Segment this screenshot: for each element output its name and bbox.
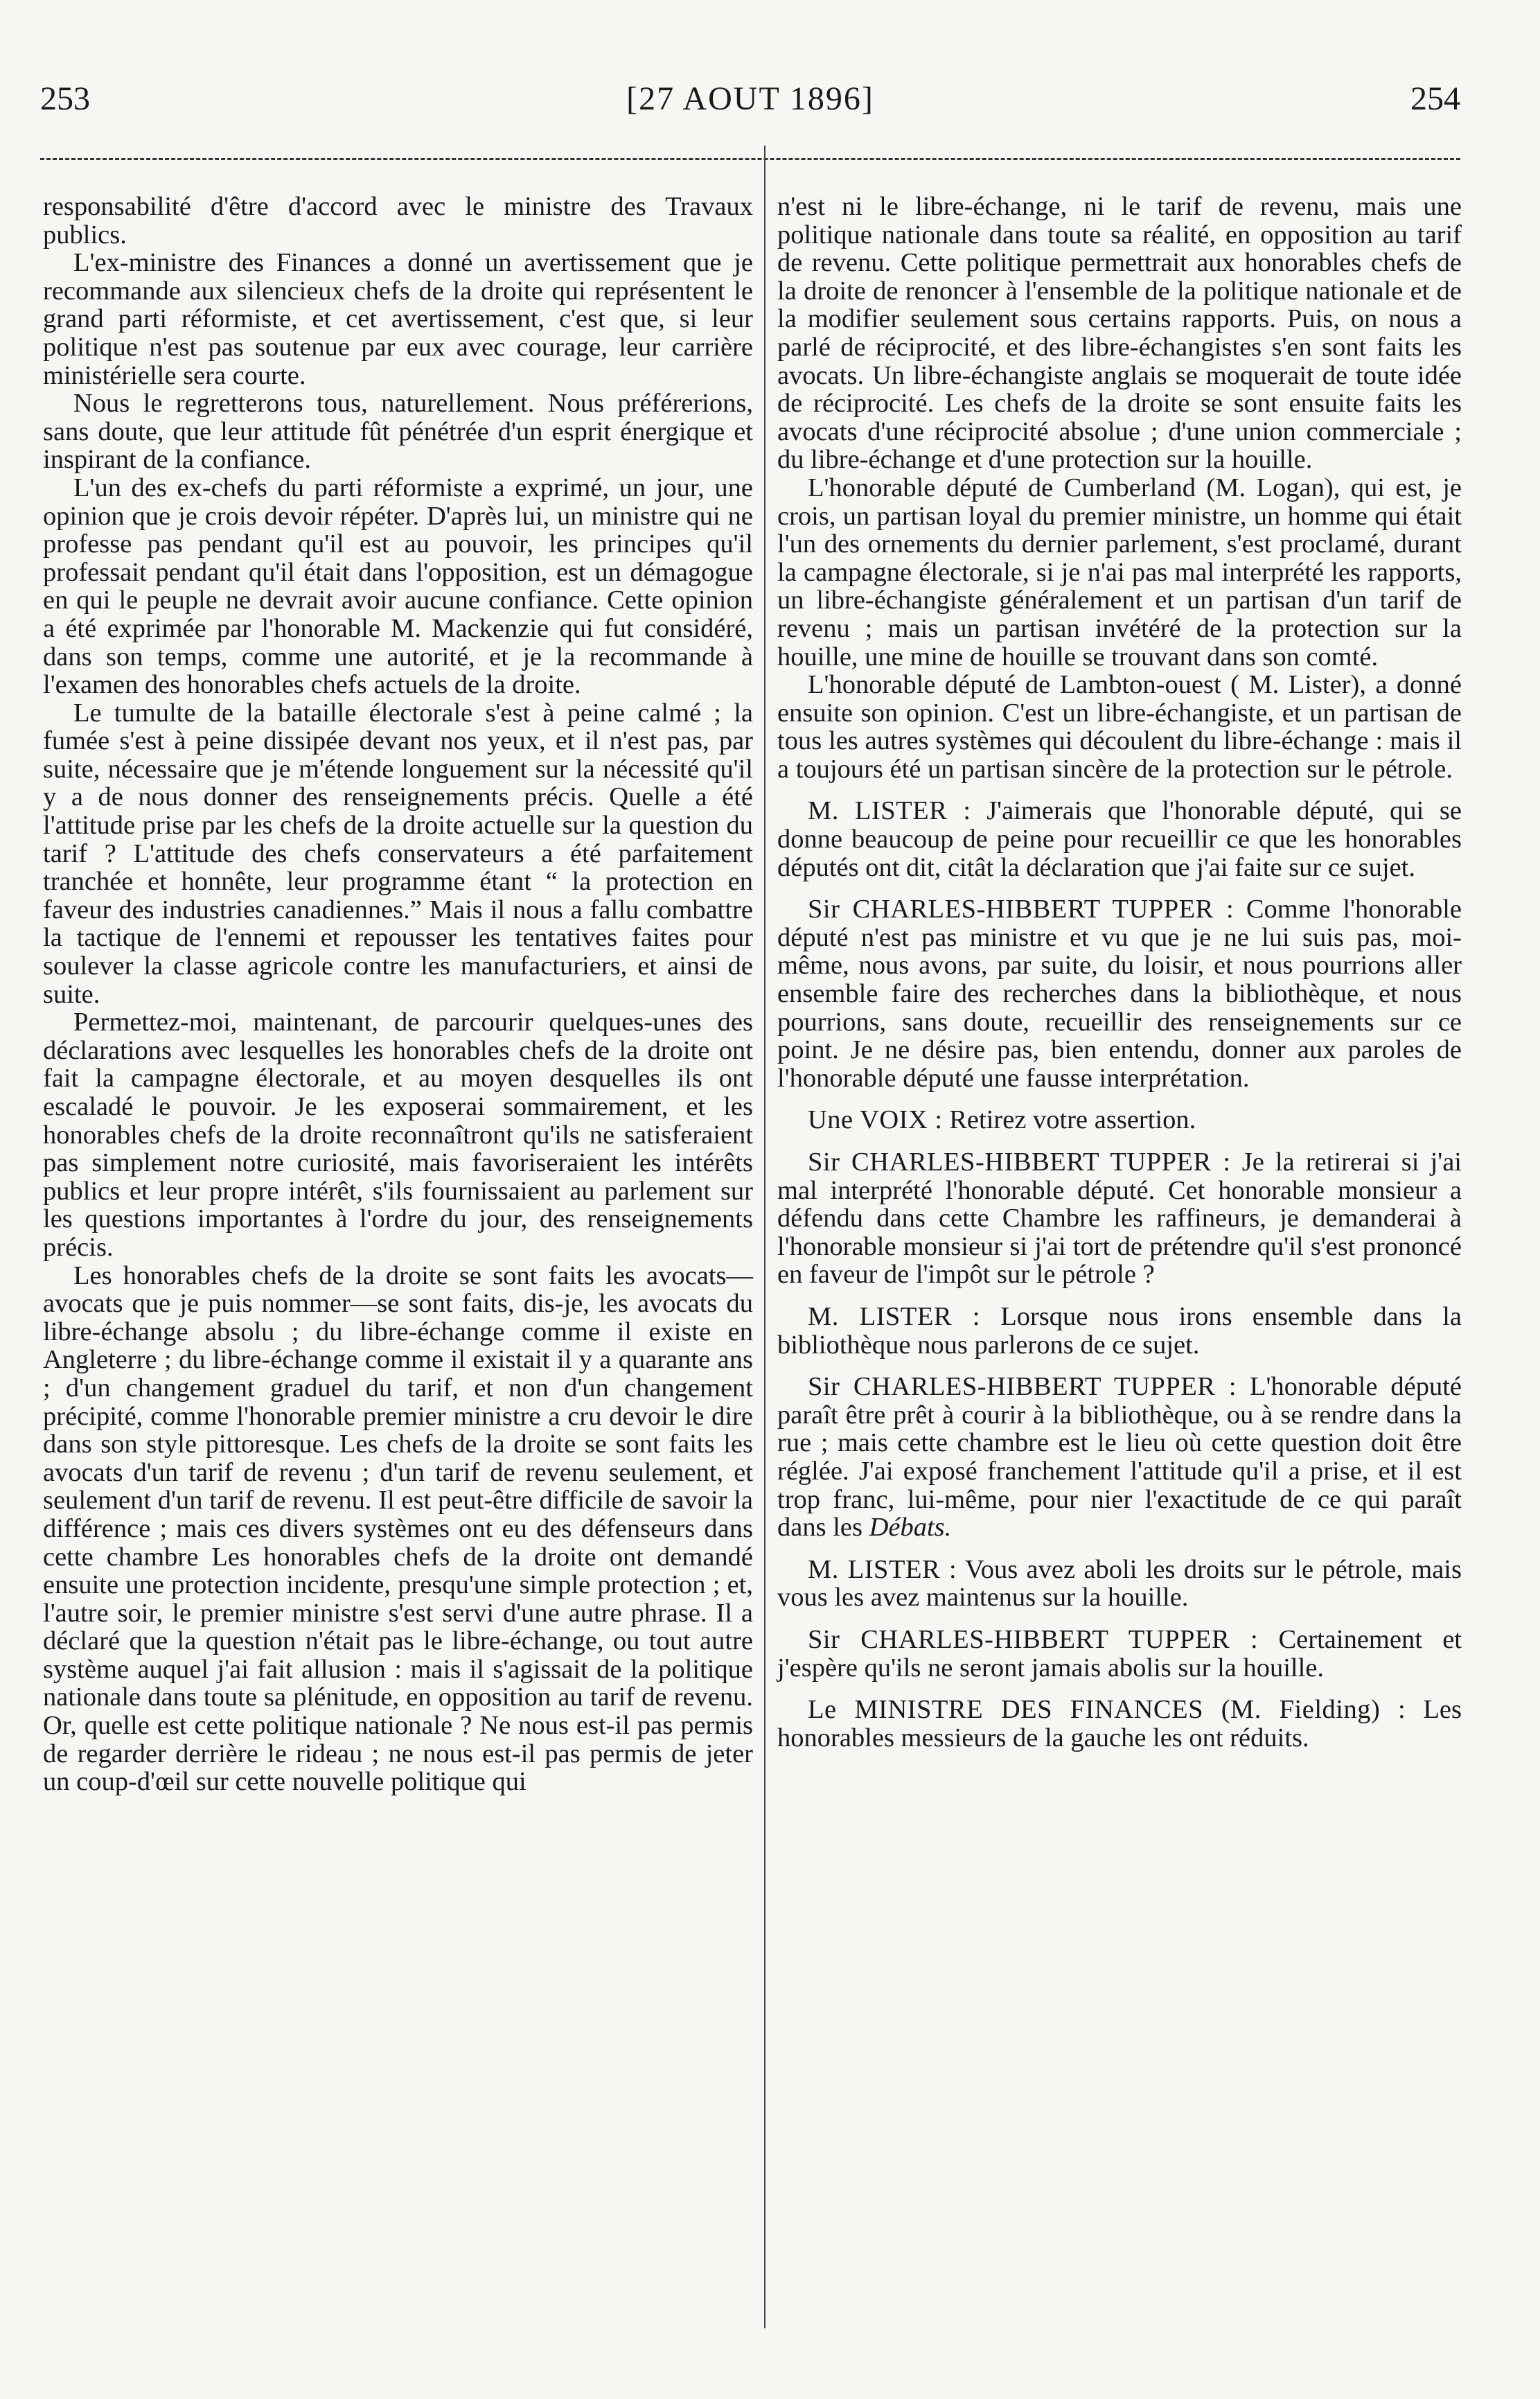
paragraph: L'un des ex-chefs du parti réformiste a exprimé, un jour, une opinion que je crois devoir répéter. D'après lui, un ministre qui ne professe pas pendant qu'il est au pouvoir, les principes qu'il professait pendant qu'il était dans l'opposition, est un démagogue en qui le peuple ne devrait avoir aucune confiance. Cette opinion a été exprimée par l'honorable M. Mackenzie qui fut considéré, dans son temps, comme une autorité, et je la recommande à l'examen des honorables chefs actuels de la droite. [43,473,753,700]
speaker-name: Une VOIX : [808,1105,943,1135]
speech-text: Retirez votre assertion. [949,1105,1196,1135]
speaker-name: Sir CHARLES-HIBBERT TUPPER : [808,1372,1237,1402]
speech-lister-2 [777,1303,1462,1359]
speech-text: Comme l'honorable député n'est pas ministre et vu que je ne lui suis pas, moi-même, nous avons, par suite, du loisir, et nous pourrions aller ensemble faire des recherches dans la bibliothèque, et nous pourrions, sans doute, recueillir des renseignements sur ce point. Je ne désire pas, bien entendu, donner aux paroles de l'honorable député une fausse interprétation. [777,895,1462,1093]
paragraph: L'honorable député de Cumberland (M. Logan), qui est, je crois, un partisan loyal du premier ministre, un homme qui était l'un des ornements du dernier parlement, s'est proclamé, durant la campagne électorale, si je n'ai pas mal interprété les rapports, un libre-échangiste généralement et un partisan d'un tarif de revenu ; mais un partisan invétéré de la protection sur la houille, une mine de houille se trouvant dans son comté. [777,473,1462,671]
speech-text: J'aimerais que l'honorable député, qui se donne beaucoup de peine pour recueillir ce que les honorables députés ont dit, citât la déclaration que j'ai faite sur ce sujet. [777,796,1462,882]
paragraph: Le tumulte de la bataille électorale s'est à peine calmé ; la fumée s'est à peine dissipée devant nos yeux, et il n'est pas, par suite, nécessaire que je m'étende longuement sur la nécessité qu'il y a de nous donner des renseignements précis. Quelle a été l'attitude prise par les chefs de la droite actuelle sur la question du tarif ? L'attitude des chefs conservateurs a été parfaitement tranchée et honnête, leur programme étant “ la protection en faveur des industries canadiennes.” Mais il nous a fallu combattre la tactique de l'ennemi et repousser les tentatives faites pour soulever la classe agricole contre les manufacturiers, et ainsi de suite. [43,698,753,1009]
speaker-name: M. LISTER : [808,1301,980,1331]
speech-text: Je la retirerai si j'ai mal interprété l'honorable député. Cet honorable monsieur a défendu dans cette Chambre les raffineurs, je demanderai à l'honorable monsieur si j'ai tort de prétendre qu'il s'est prononcé en faveur de l'impôt sur le pétrole ? [777,1148,1462,1290]
speech-text: Vous avez aboli les droits sur le pétrole, mais vous les avez maintenus sur la houille. [777,1554,1462,1612]
speech-text: Les honorables messieurs de la gauche les ont réduits. [777,1695,1462,1752]
column-divider [764,146,765,2328]
speech-text: Lorsque nous irons ensemble dans la bibliothèque nous parlerons de ce sujet. [777,1301,1462,1360]
speech-tupper-2 [777,1148,1462,1289]
paragraph: responsabilité d'être d'accord avec le ministre des Travaux publics. [43,192,753,249]
paragraph: L'ex-ministre des Finances a donné un avertissement que je recommande aux silencieux chefs de la droite qui représentent le grand parti réformiste, et cet avertissement, c'est que, si leur politique n'est pas soutenue par eux avec courage, leur carrière ministérielle sera courte. [43,248,753,390]
paragraph: Nous le regretterons tous, naturellement. Nous préférerions, sans doute, que leur attitude fût pénétrée d'un esprit énergique et inspirant de la confiance. [43,389,753,475]
left-column [43,193,753,1796]
speech-tupper-4 [777,1626,1462,1682]
speech-lister-1 [777,797,1462,881]
speaker-name: M. LISTER : [808,1554,957,1584]
paragraph: Permettez-moi, maintenant, de parcourir quelques-unes des déclarations avec lesquelles les honorables chefs de la droite ont fait la campagne électorale, et au moyen desquelles ils ont escaladé le pouvoir. Je les exposerai sommairement, et les honorables chefs de la droite reconnaîtront qu'ils ne satisferaient pas simplement notre curiosité, mais favoriseraient les intérêts publics et leur propre intérêt, s'ils fournissaient au parlement sur les questions importantes à l'ordre du jour, des renseignements précis. [43,1008,753,1262]
speech-voice [777,1106,1462,1134]
page-date: [27 AOUT 1896] [626,80,874,117]
right-column [777,193,1462,1752]
speech-text: Certainement et j'espère qu'ils ne seront jamais abolis sur la houille. [777,1624,1462,1682]
page-number-right: 254 [1410,80,1460,117]
paragraph: Les honorables chefs de la droite se sont faits les avocats—avocats que je puis nommer—se sont faits, dis-je, les avocats du libre-échange absolu ; du libre-échange comme il existe en Angleterre ; du libre-échange comme il existait il y a quarante ans ; d'un changement graduel du tarif, et non d'un changement précipité, comme l'honorable premier ministre a cru devoir le dire dans son style pittoresque. Les chefs de la droite se sont faits les avocats d'un tarif de revenu ; d'un tarif de revenu seulement, et seulement d'un tarif de revenu. Il est peut-être difficile de savoir la différence ; mais ces divers systèmes ont eu des défenseurs dans cette chambre Les honorables chefs de la droite ont demandé ensuite une protection incidente, presqu'une simple protection ; et, l'autre soir, le premier ministre s'est servi d'une autre phrase. Il a déclaré que la question n'était pas le libre-échange, ou tout autre système auquel j'ai fait allusion : mais il s'agissait de la politique nationale dans toute sa plénitude, en opposition au tarif de revenu. Or, quelle est cette politique nationale ? Ne nous est-il pas permis de regarder derrière le rideau ; ne nous est-il pas permis de jeter un coup-d'œil sur cette nouvelle politique qui [43,1260,753,1797]
speaker-name: Sir CHARLES-HIBBERT TUPPER : [808,1624,1259,1654]
header-rule [40,158,1460,160]
debats-italic: Débats. [869,1513,952,1543]
speech-text: L'honorable député paraît être prêt à courir à la bibliothèque, ou à se rendre dans la rue ; mais cette chambre est le lieu où cette question doit être réglée. J'ai exposé franchement l'attitude qu'il a prise, et il est trop franc, lui-même, pour nier l'exactitude de ce qui paraît dans les [777,1372,1462,1543]
paragraph: L'honorable député de Lambton-ouest ( M. Lister), a donné ensuite son opinion. C'est un libre-échangiste, et un partisan de tous les autres systèmes qui découlent du libre-échange : mais il a toujours été un partisan sincère de la protection sur le pétrole. [777,670,1462,784]
speaker-name: Sir CHARLES-HIBBERT TUPPER : [808,1148,1231,1177]
speech-lister-3 [777,1556,1462,1612]
page-number-left: 253 [40,80,90,117]
page-header [40,80,1460,128]
speech-tupper-3 [777,1373,1462,1542]
speaker-name: Sir CHARLES-HIBBERT TUPPER : [808,895,1234,924]
speech-tupper-1 [777,895,1462,1092]
speaker-name: Le MINISTRE DES FINANCES (M. Fielding) : [808,1695,1406,1725]
speaker-name: M. LISTER : [808,796,971,826]
paragraph: n'est ni le libre-échange, ni le tarif de revenu, mais une politique nationale dans toute sa réalité, en opposition au tarif de revenu. Cette politique permettrait aux honorables chefs de la droite de renoncer à l'ensemble de la politique nationale et de la modifier seulement sous certains rapports. Puis, on nous a parlé de réciprocité, et des libre-échangistes s'en sont faits les avocats. Un libre-échangiste anglais se moquerait de toute idée de réciprocité. Les chefs de la droite se sont ensuite faits les avocats d'une réciprocité absolue ; d'une union commerciale ; du libre-échange et d'une protection sur la houille. [777,192,1462,475]
speech-minister-finances [777,1696,1462,1752]
